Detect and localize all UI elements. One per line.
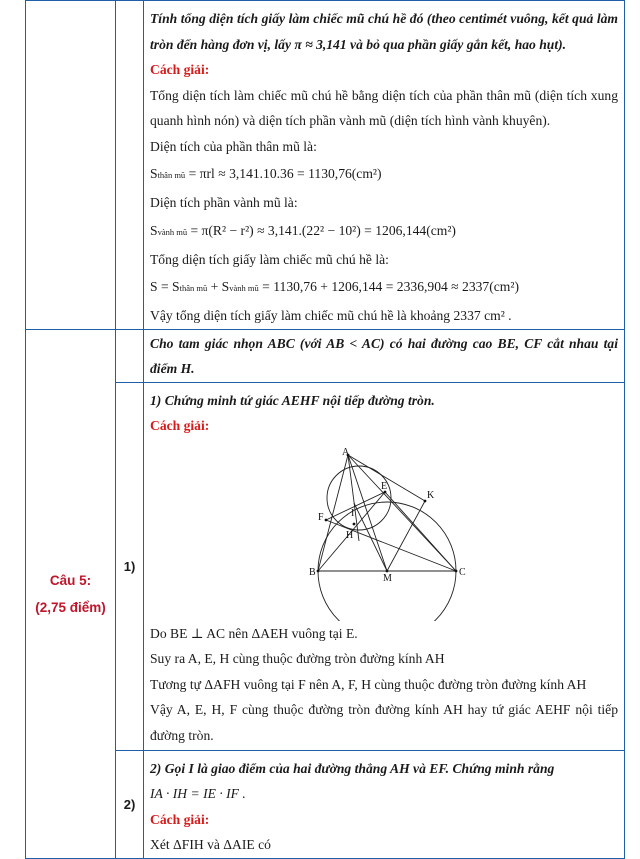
empty-num-cell xyxy=(116,329,144,382)
point-label: B xyxy=(309,566,316,578)
point-label: I xyxy=(351,507,355,519)
formula-brim-area: Svành mũ = π(R² − r²) ≈ 3,141.(22² − 10²) = 1206,144(cm²) xyxy=(150,222,456,238)
solution-line: Tương tự ΔAFH vuông tại F nên A, F, H cùng thuộc đường tròn đường kính AH xyxy=(150,676,587,692)
solution-line: Do BE ⊥ AC nên ΔAEH vuông tại E. xyxy=(150,625,358,641)
sub-question-text: 1) Chứng minh tứ giác AEHF nội tiếp đường tròn. xyxy=(150,392,435,408)
point-label: C xyxy=(459,566,466,578)
point-label: H xyxy=(346,529,354,541)
solution-table xyxy=(25,0,625,859)
empty-num-cell xyxy=(116,1,144,330)
empty-label-cell xyxy=(26,1,116,330)
question-label-cell xyxy=(26,329,116,858)
solution-label: Cách giải: xyxy=(150,811,210,827)
point-label: F xyxy=(318,511,324,523)
solution-line: Tổng diện tích giấy làm chiếc mũ chú hề là: xyxy=(150,251,389,267)
sub-question-number: 1) xyxy=(116,382,144,750)
sub1-content-cell xyxy=(144,382,625,750)
part-content-cell xyxy=(144,1,625,330)
formula-body-area: Sthân mũ = πrl ≈ 3,141.10.36 = 1130,76(cm²) xyxy=(150,166,382,181)
question-intro: Cho tam giác nhọn ABC (với AB < AC) có hai đường cao BE, CF cắt nhau tại điểm H. xyxy=(150,335,618,376)
point-label: E xyxy=(381,480,388,492)
point-label: M xyxy=(383,572,392,584)
conclusion-line: Vậy tổng diện tích giấy làm chiếc mũ chú hề là khoảng 2337 cm² . xyxy=(150,308,512,323)
circle-bc xyxy=(318,502,456,621)
solution-line: Diện tích phần vành mũ là: xyxy=(150,195,298,210)
sub-question-number: 2) xyxy=(116,750,144,858)
solution-label: Cách giải: xyxy=(150,418,210,433)
geometry-figure xyxy=(298,445,468,621)
solution-label: Cách giải: xyxy=(150,62,210,77)
solution-line: Xét ΔFIH và ΔAIE có xyxy=(150,837,271,852)
sub-question-formula: IA · IH = IE · IF . xyxy=(150,786,246,801)
point-label: K xyxy=(427,489,435,501)
question-number: Câu 5: xyxy=(49,572,92,588)
question-text: Tính tổng diện tích giấy làm chiếc mũ chú hề đó (theo centimét vuông, kết quả làm tròn đến hàng đơn vị, lấy π ≈ 3,141 và bỏ qua phần giấy gắn kết, hao hụt). xyxy=(150,11,618,52)
sub2-content-cell xyxy=(144,750,625,858)
sub-question-text: 2) Gọi I là giao điểm của hai đường thẳng AH và EF. Chứng minh rằng xyxy=(150,760,555,776)
formula-total-area: S = Sthân mũ + Svành mũ = 1130,76 + 1206,144 = 2336,904 ≈ 2337(cm²) xyxy=(150,279,519,294)
intro-cell xyxy=(144,329,625,382)
solution-line: Vậy A, E, H, F cùng thuộc đường tròn đường kính AH hay tứ giác AEHF nội tiếp đường tròn. xyxy=(150,702,618,743)
solution-line: Diện tích của phần thân mũ là: xyxy=(150,138,317,154)
question-points: (2,75 điểm) xyxy=(35,599,106,615)
point-label: A xyxy=(342,446,350,458)
solution-line: Tổng diện tích làm chiếc mũ chú hề bằng diện tích của phần thân mũ (diện tích xung quanh hình nón) và diện tích phần vành mũ (diện tích hình vành khuyên). xyxy=(150,87,618,128)
solution-line: Suy ra A, E, H cùng thuộc đường tròn đường kính AH xyxy=(150,651,445,666)
